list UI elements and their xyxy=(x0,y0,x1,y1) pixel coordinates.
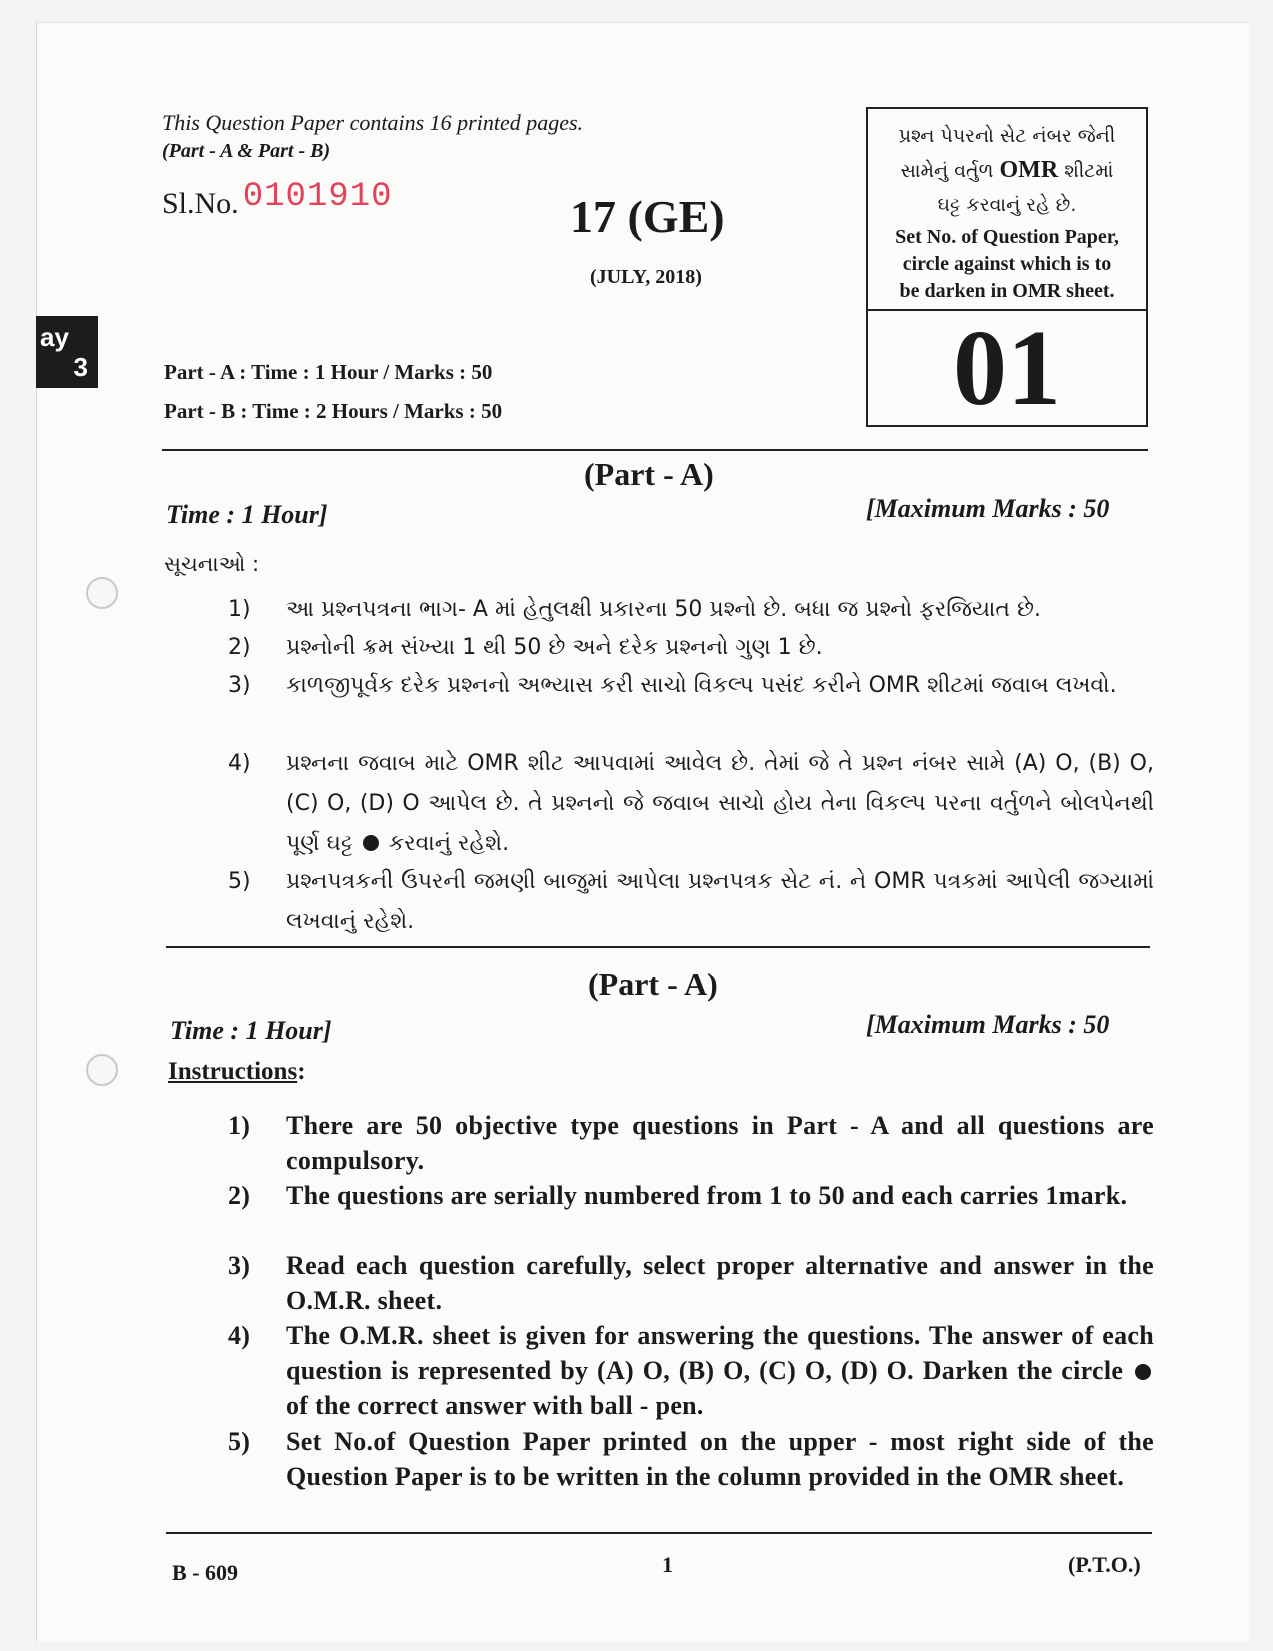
serial-value: 0101910 xyxy=(242,178,393,216)
serial-number xyxy=(162,178,393,224)
eng-item-text: Set No.of Question Paper printed on the upper - most right side of the Question Paper is to be written in the column provided in the OMR sheet. xyxy=(286,1427,1154,1491)
guj-item-text: પ્રશ્નોની ક્રમ સંખ્યા 1 થી 50 છે અને દરેક પ્રશ્નનો ગુણ 1 છે. xyxy=(286,635,823,660)
pto-label: (P.T.O.) xyxy=(1068,1552,1141,1577)
section-divider xyxy=(166,946,1150,948)
eng-item-text: Read each question carefully, select proper alternative and answer in the O.M.R. sheet. xyxy=(286,1251,1154,1315)
set-box-instructions xyxy=(868,109,1146,311)
time-part-a: Part - A : Time : 1 Hour / Marks : 50 xyxy=(164,360,493,384)
guj-section-time: Time : 1 Hour] xyxy=(166,500,328,529)
filled-circle-icon xyxy=(1135,1364,1151,1380)
set-box-guj-line2 xyxy=(868,153,1146,188)
eng-instructions-colon: : xyxy=(297,1058,306,1085)
guj-item-text: આ પ્રશ્નપત્રના ભાગ- A માં હેતુલક્ષી પ્રકારના 50 પ્રશ્નો છે. બધા જ પ્રશ્નો ફરજિયાત છે. xyxy=(286,597,1041,622)
eng-item-text: There are 50 objective type questions in Part - A and all questions are compulsory. xyxy=(286,1111,1154,1175)
set-number: 01 xyxy=(953,309,1061,428)
eng-instructions-heading xyxy=(168,1058,306,1086)
guj-item-number: 1) xyxy=(228,597,251,622)
eng-item-text-tail: of the correct answer with ball - pen. xyxy=(286,1391,704,1420)
day-tab-line1: ay xyxy=(40,322,69,352)
eng-section-title: (Part - A) xyxy=(588,966,718,1002)
punch-hole-lower xyxy=(86,1054,118,1086)
exam-session: (JULY, 2018) xyxy=(590,266,702,288)
eng-item-number: 5) xyxy=(228,1427,251,1456)
filled-circle-icon xyxy=(363,835,379,851)
eng-item-number: 4) xyxy=(228,1321,251,1350)
eng-section-time: Time : 1 Hour] xyxy=(170,1016,332,1045)
guj-item-number: 5) xyxy=(228,869,251,894)
day-tab-line2: 3 xyxy=(73,352,88,382)
guj-instructions-label: સૂચનાઓ : xyxy=(164,552,260,576)
eng-section-max-marks: [Maximum Marks : 50 xyxy=(866,1010,1110,1039)
eng-item-text: The questions are serially numbered from 1 to 50 and each carries 1mark. xyxy=(286,1181,1128,1210)
guj-item-number: 4) xyxy=(228,751,251,776)
footer-divider xyxy=(166,1532,1152,1534)
eng-item-text-wrap xyxy=(286,1318,1154,1423)
eng-item-number: 1) xyxy=(228,1111,251,1140)
pages-line: This Question Paper contains 16 printed pages. xyxy=(162,110,584,135)
eng-item-number: 2) xyxy=(228,1181,251,1210)
footer-code: B - 609 xyxy=(172,1560,238,1585)
set-box-guj-line2-post: શીટમાં xyxy=(1064,160,1114,182)
set-box-guj-line3: ઘટ્ટ કરવાનું રહે છે. xyxy=(937,194,1077,216)
set-box-eng-line1: Set No. of Question Paper, xyxy=(895,226,1119,248)
guj-item-text: પ્રશ્નપત્રકની ઉપરની જમણી બાજુમાં આપેલા પ્રશ્નપત્રક સેટ નં. ને OMR પત્રકમાં આપેલી જગ્યામાં લખવાનું રહેશે. xyxy=(286,869,1154,934)
parts-line: (Part - A & Part - B) xyxy=(162,140,331,162)
header-divider xyxy=(162,449,1148,451)
day-tab xyxy=(36,316,98,388)
guj-item-text-wrap xyxy=(286,744,1154,864)
time-part-b: Part - B : Time : 2 Hours / Marks : 50 xyxy=(164,399,503,423)
set-box-guj-line2-pre: સામેનું વર્તુળ xyxy=(900,160,994,182)
guj-item-text: પ્રશ્નના જવાબ માટે OMR શીટ આપવામાં આવેલ છે. તેમાં જે તે પ્રશ્ન નંબર સામે (A) O, (B) O, (C) O, (D) O આપેલ છે. તે પ્રશ્નનો જે જવાબ સાચો હોય તેના વિકલ્પ પરના વર્તુળને બોલપેનથી પૂર્ણ ઘટ્ટ xyxy=(286,751,1154,856)
set-box-guj-line2-omr: OMR xyxy=(999,157,1059,183)
eng-item-text: The O.M.R. sheet is given for answering the questions. The answer of each question is represented by (A) O, (B) O, (C) O, (D) O. Darken the circle xyxy=(286,1321,1154,1385)
set-box-eng-line2: circle against which is to xyxy=(902,253,1112,275)
set-box-eng-line3: be darken in OMR sheet. xyxy=(899,280,1115,302)
set-box-guj-line1: પ્રશ્ન પેપરનો સેટ નંબર જેની xyxy=(898,125,1116,147)
eng-instructions-label: Instructions xyxy=(168,1058,298,1085)
page-number: 1 xyxy=(662,1552,673,1577)
guj-section-max-marks: [Maximum Marks : 50 xyxy=(866,494,1110,523)
punch-hole-upper xyxy=(86,577,118,609)
guj-item-number: 2) xyxy=(228,635,251,660)
paper-code: 17 (GE) xyxy=(570,191,725,242)
set-number-box xyxy=(866,107,1148,427)
eng-item-number: 3) xyxy=(228,1251,251,1280)
guj-item-text: કાળજીપૂર્વક દરેક પ્રશ્નનો અભ્યાસ કરી સાચો વિકલ્પ પસંદ કરીને OMR શીટમાં જવાબ લખવો. xyxy=(286,673,1117,698)
guj-item-text-tail: કરવાનું રહેશે. xyxy=(388,831,510,856)
guj-section-title: (Part - A) xyxy=(584,456,714,492)
guj-item-number: 3) xyxy=(228,673,251,698)
serial-label: Sl.No. xyxy=(162,187,239,220)
